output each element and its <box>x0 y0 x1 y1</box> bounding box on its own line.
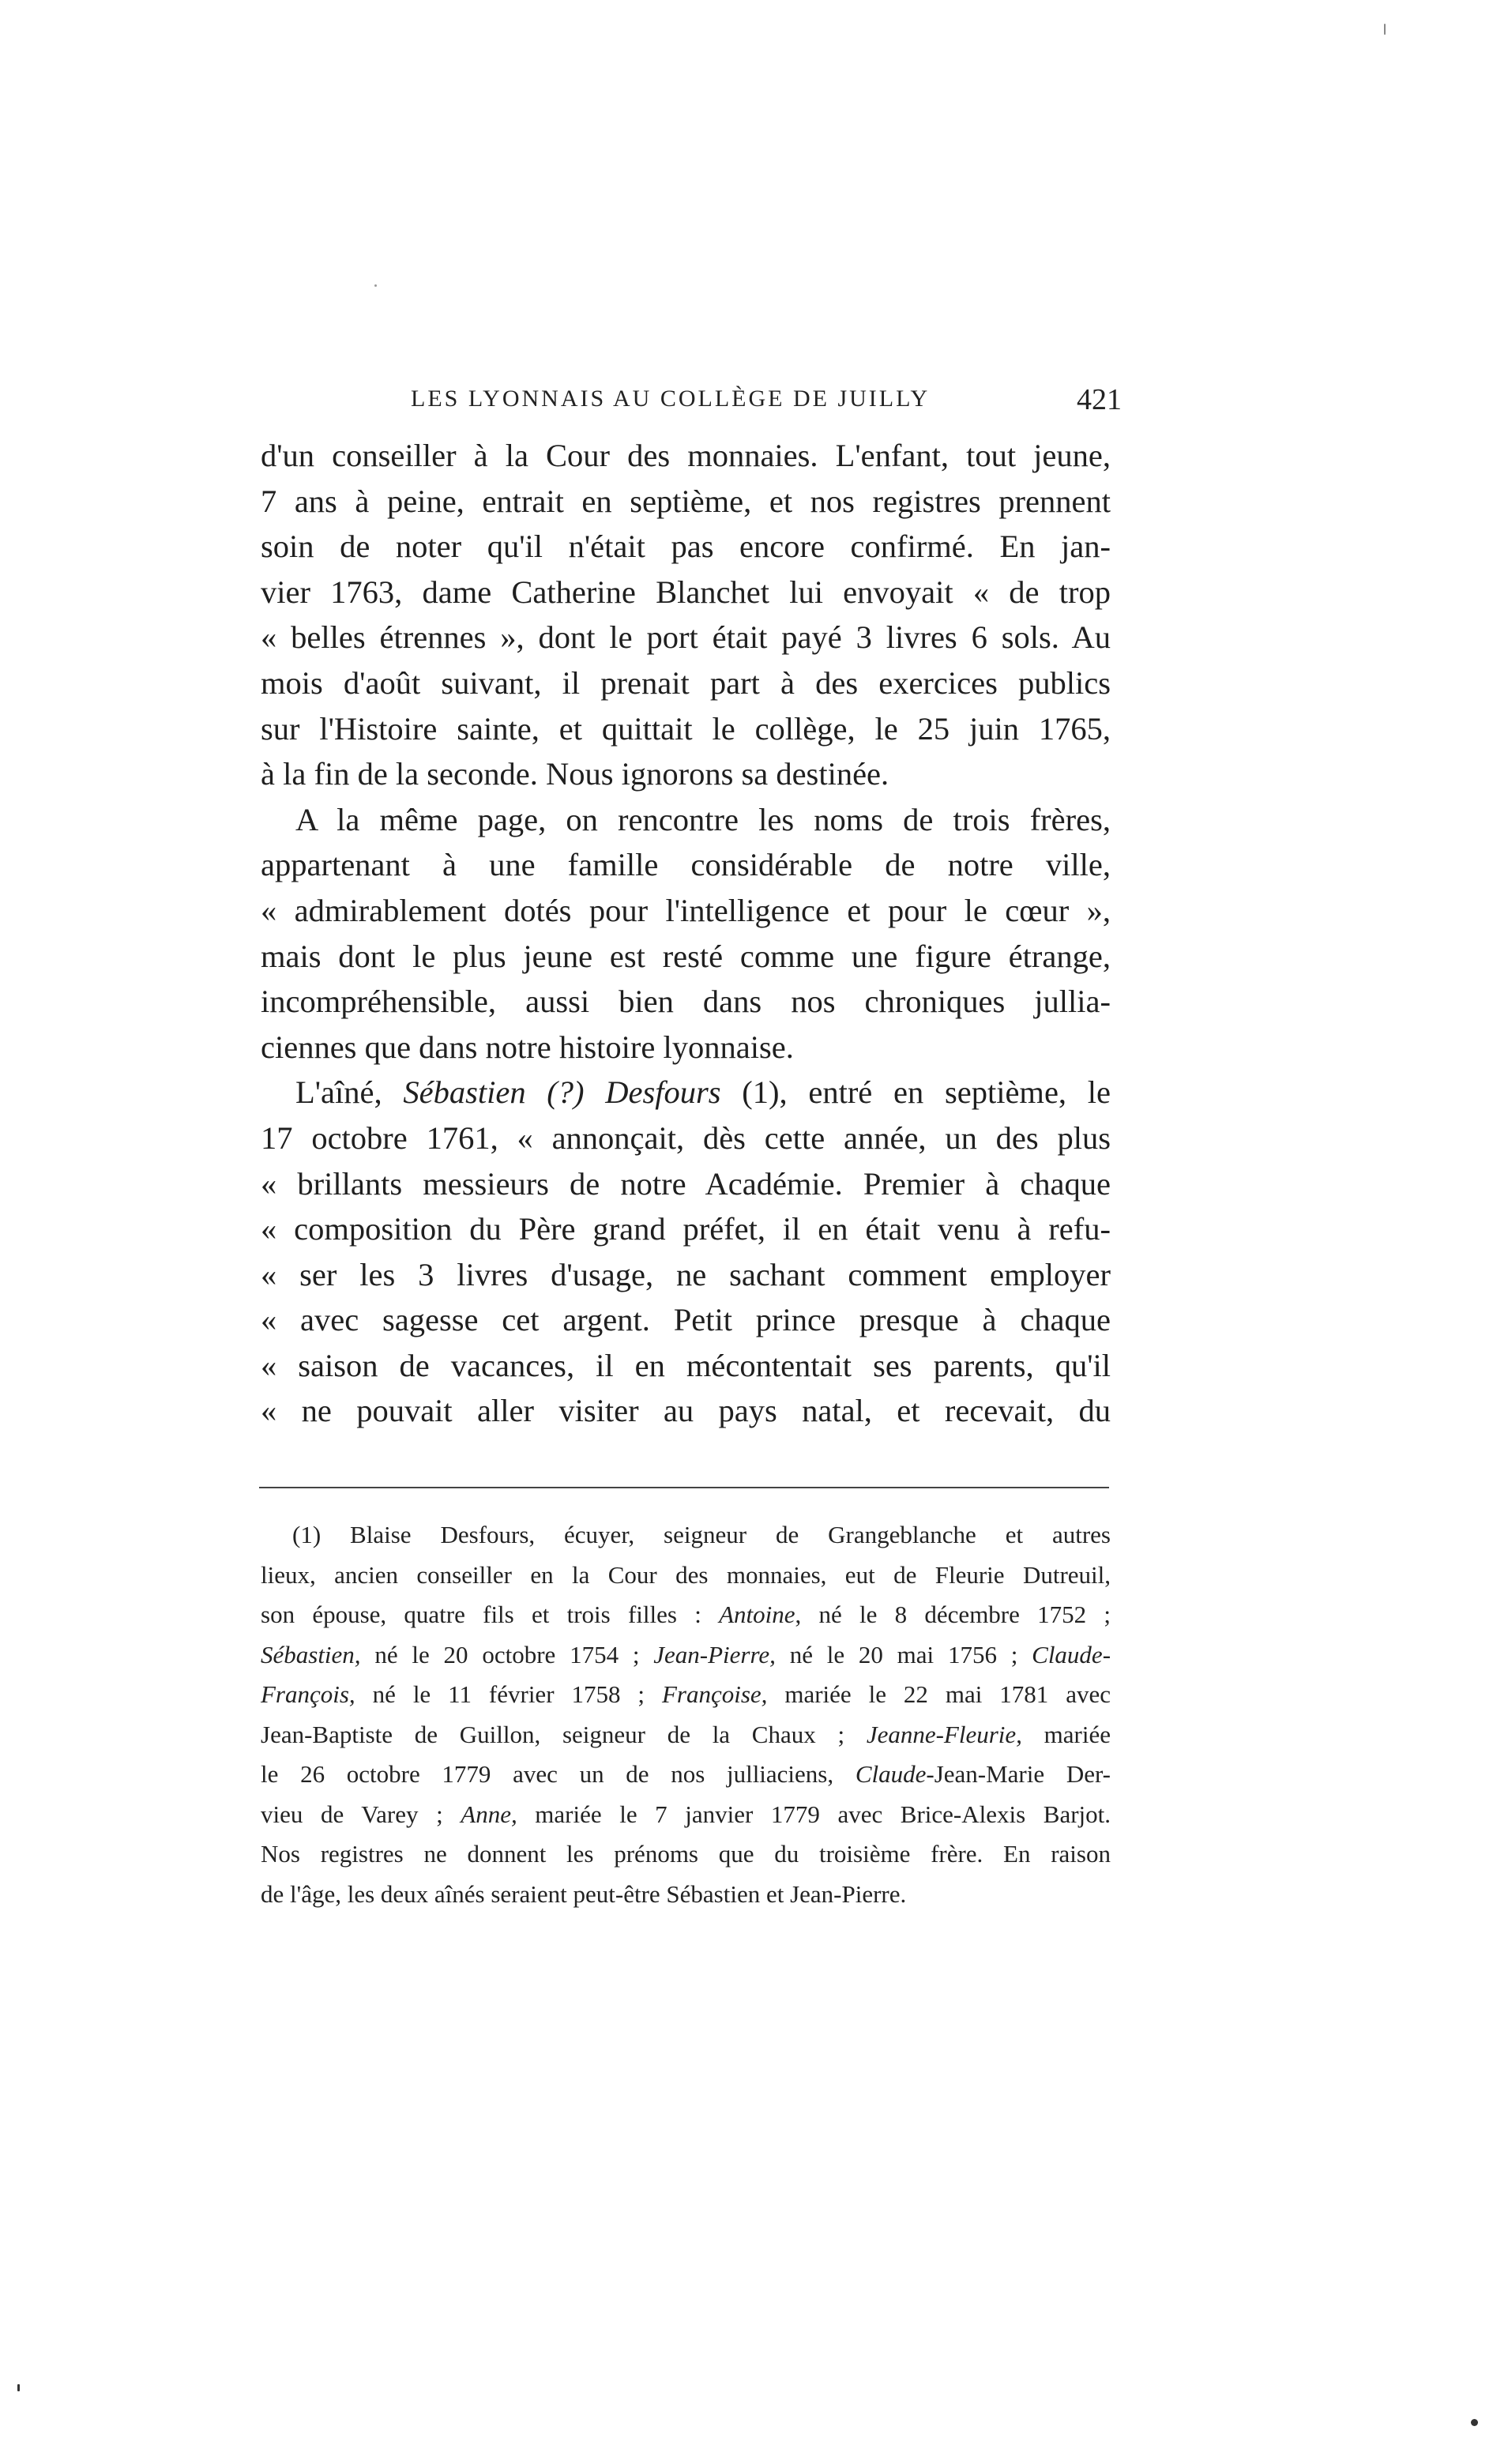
text-line: « ser les 3 livres d'usage, ne sachant comment employer <box>261 1256 1111 1292</box>
text-line: « composition du Père grand préfet, il en était venu à refu- <box>261 1211 1111 1247</box>
text-line: mais dont le plus jeune est resté comme une figure étrange, <box>261 938 1111 974</box>
page-number: 421 <box>1077 383 1122 416</box>
running-head: LES LYONNAIS AU COLLÈGE DE JUILLY <box>411 386 931 412</box>
footnote-line: (1) Blaise Desfours, écuyer, seigneur de Grangeblanche et autres <box>292 1521 1111 1548</box>
text-line: « avec sagesse cet argent. Petit prince presque à chaque <box>261 1302 1111 1338</box>
text-line: « brillants messieurs de notre Académie. Premier à chaque <box>261 1165 1111 1202</box>
footnote <box>261 1515 1111 1914</box>
footnote-divider <box>259 1487 1109 1488</box>
text-line: soin de noter qu'il n'était pas encore confirmé. En jan- <box>261 529 1111 565</box>
text-line: « ne pouvait aller visiter au pays natal, et recevait, du <box>261 1393 1111 1429</box>
text-line: d'un conseiller à la Cour des monnaies. L'enfant, tout jeune, <box>261 438 1111 473</box>
paper-speck <box>1471 2419 1478 2426</box>
text-line: vier 1763, dame Catherine Blanchet lui envoyait « de trop <box>261 574 1111 610</box>
text-line: « admirablement dotés pour l'intelligence et pour le cœur », <box>261 892 1111 928</box>
text-line: mois d'août suivant, il prenait part à des exercices publics <box>261 664 1111 701</box>
text-line: incompréhensible, aussi bien dans nos chroniques jullia- <box>261 984 1111 1020</box>
text-line: ciennes que dans notre histoire lyonnaise. <box>261 1029 794 1065</box>
text-line: « belles étrennes », dont le port était payé 3 livres 6 sols. Au <box>261 619 1111 656</box>
footnote-line: Jean-Baptiste de Guillon, seigneur de la Chaux ; Jeanne-Fleurie, mariée <box>261 1720 1111 1748</box>
paper-speck <box>17 2384 20 2391</box>
text-line: « saison de vacances, il en mécontentait ses parents, qu'il <box>261 1347 1111 1383</box>
text-line: L'aîné, Sébastien (?) Desfours (1), entré en septième, le <box>295 1074 1111 1111</box>
footnote-line: de l'âge, les deux aînés seraient peut-être Sébastien et Jean-Pierre. <box>261 1879 907 1908</box>
text-line: à la fin de la seconde. Nous ignorons sa destinée. <box>261 756 889 792</box>
footnote-line: son épouse, quatre fils et trois filles : Antoine, né le 8 décembre 1752 ; <box>261 1601 1111 1628</box>
text-line: sur l'Histoire sainte, et quittait le collège, le 25 juin 1765, <box>261 710 1111 747</box>
text-line: 17 octobre 1761, « annonçait, dès cette année, un des plus <box>261 1119 1111 1156</box>
text-line: appartenant à une famille considérable de notre ville, <box>261 847 1111 883</box>
footnote-line: Nos registres ne donnent les prénoms que du troisième frère. En raison <box>261 1840 1111 1868</box>
main-text <box>261 433 1111 1434</box>
footnote-line: Sébastien, né le 20 octobre 1754 ; Jean-Pierre, né le 20 mai 1756 ; Claude- <box>261 1640 1111 1668</box>
footnote-line: François, né le 11 février 1758 ; Françoise, mariée le 22 mai 1781 avec <box>261 1680 1111 1708</box>
paper-speck <box>1384 24 1386 35</box>
page-header <box>411 383 1122 425</box>
text-line: A la même page, on rencontre les noms de trois frères, <box>295 801 1111 837</box>
footnote-line: vieu de Varey ; Anne, mariée le 7 janvier 1779 avec Brice-Alexis Barjot. <box>261 1800 1111 1828</box>
footnote-line: lieux, ancien conseiller en la Cour des monnaies, eut de Fleurie Dutreuil, <box>261 1560 1111 1589</box>
text-line: 7 ans à peine, entrait en septième, et nos registres prennent <box>261 483 1111 519</box>
footnote-line: le 26 octobre 1779 avec un de nos julliaciens, Claude-Jean-Marie Der- <box>261 1760 1111 1788</box>
paper-speck <box>374 284 377 287</box>
